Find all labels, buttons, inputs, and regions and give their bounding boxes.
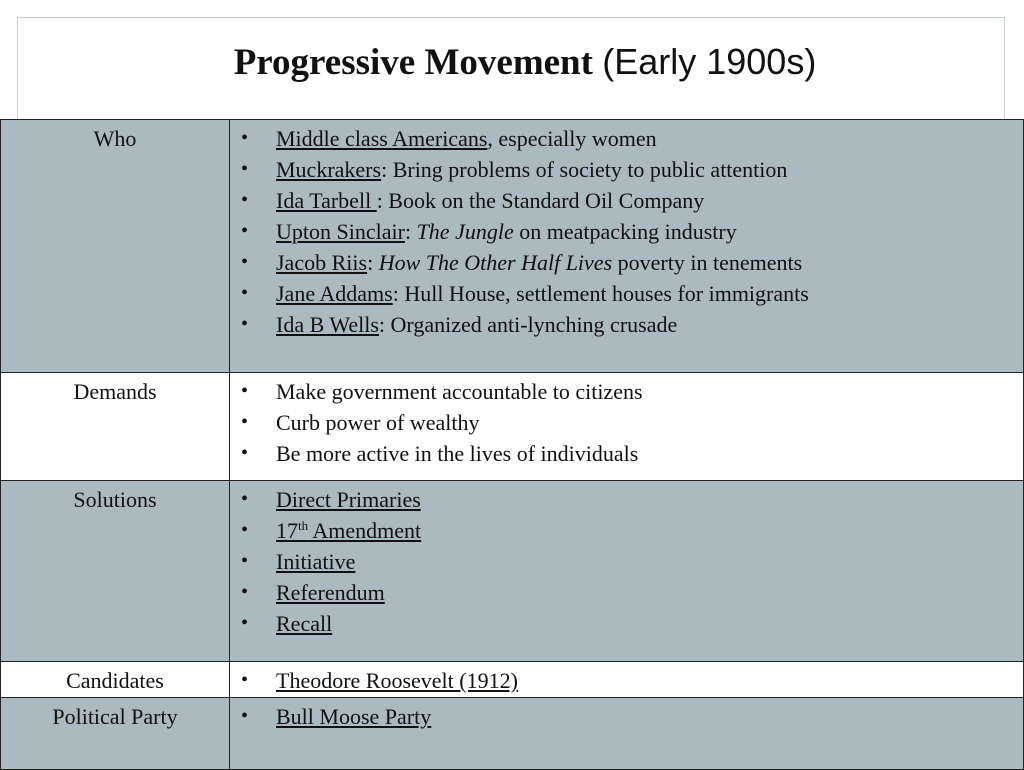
list-item: • Muckrakers: Bring problems of society to public attention: [230, 154, 1023, 185]
bullet-icon: •: [241, 669, 249, 691]
bullet-icon: •: [241, 411, 249, 433]
book-title: The Jungle: [416, 219, 514, 244]
link-text[interactable]: Initiative: [276, 549, 356, 574]
link-text[interactable]: Theodore Roosevelt (1912): [276, 668, 518, 693]
link-text[interactable]: Upton Sinclair: [276, 219, 405, 244]
link-text[interactable]: Jacob Riis: [276, 250, 368, 275]
row-content-political-party: [230, 698, 1024, 770]
list-item: [230, 484, 1023, 515]
list-item: [230, 546, 1023, 577]
title-subtitle: (Early 1900s): [602, 41, 817, 82]
bullet-icon: •: [241, 705, 249, 727]
row-label-candidates: Candidates: [1, 662, 230, 698]
row-content-solutions: [230, 481, 1024, 662]
link-text[interactable]: Ida B Wells: [276, 312, 379, 337]
row-content-who: [230, 120, 1024, 373]
row-candidates: [1, 662, 1024, 698]
row-label-political-party: Political Party: [1, 698, 230, 770]
bullet-icon: •: [241, 282, 249, 304]
bullet-icon: •: [241, 612, 249, 634]
link-text[interactable]: Muckrakers: [276, 157, 382, 182]
bullet-icon: •: [241, 488, 249, 510]
progressive-movement-table: [0, 119, 1024, 770]
bullet-icon: •: [241, 313, 249, 335]
bullet-icon: •: [241, 251, 249, 273]
link-text[interactable]: Middle class Americans: [276, 126, 488, 151]
link-text[interactable]: Recall: [276, 611, 333, 636]
title-main: Progressive Movement: [233, 42, 593, 83]
list-item: • Ida Tarbell : Book on the Standard Oil Company: [230, 185, 1023, 216]
bullet-icon: •: [241, 442, 249, 464]
list-item: • Jacob Riis: How The Other Half Lives poverty in tenements: [230, 247, 1023, 278]
list-item: • Curb power of wealthy: [230, 407, 1023, 438]
list-item: [230, 577, 1023, 608]
list-item: • Upton Sinclair: The Jungle on meatpacking industry: [230, 216, 1023, 247]
link-text[interactable]: 17th Amendment: [276, 518, 422, 543]
row-demands: [1, 373, 1024, 481]
list-item: [230, 515, 1023, 546]
list-item: • Jane Addams: Hull House, settlement houses for immigrants: [230, 278, 1023, 309]
bullet-icon: •: [241, 519, 249, 541]
list-item: • Make government accountable to citizens: [230, 376, 1023, 407]
bullet-icon: •: [241, 380, 249, 402]
bullet-icon: •: [241, 127, 249, 149]
book-title: How The Other Half Lives: [378, 250, 613, 275]
row-solutions: [1, 481, 1024, 662]
link-text[interactable]: Referendum: [276, 580, 385, 605]
row-label-who: Who: [1, 120, 230, 373]
row-political-party: [1, 698, 1024, 770]
row-who: [1, 120, 1024, 373]
row-content-candidates: [230, 662, 1024, 698]
link-text[interactable]: Direct Primaries: [276, 487, 421, 512]
row-content-demands: [230, 373, 1024, 481]
bullet-icon: •: [241, 220, 249, 242]
row-label-demands: Demands: [1, 373, 230, 481]
list-item: • Middle class Americans, especially women: [230, 123, 1023, 154]
list-item: [230, 608, 1023, 639]
bullet-icon: •: [241, 550, 249, 572]
bullet-icon: •: [241, 581, 249, 603]
link-text[interactable]: Bull Moose Party: [276, 704, 432, 729]
row-label-solutions: Solutions: [1, 481, 230, 662]
list-item: • Be more active in the lives of individuals: [230, 438, 1023, 469]
list-item: [230, 701, 1023, 732]
list-item: • Ida B Wells: Organized anti-lynching crusade: [230, 309, 1023, 340]
link-text[interactable]: Ida Tarbell: [276, 188, 377, 213]
slide-title: [0, 40, 1024, 85]
list-item: [230, 665, 1023, 696]
bullet-icon: •: [241, 158, 249, 180]
bullet-icon: •: [241, 189, 249, 211]
link-text[interactable]: Jane Addams: [276, 281, 393, 306]
